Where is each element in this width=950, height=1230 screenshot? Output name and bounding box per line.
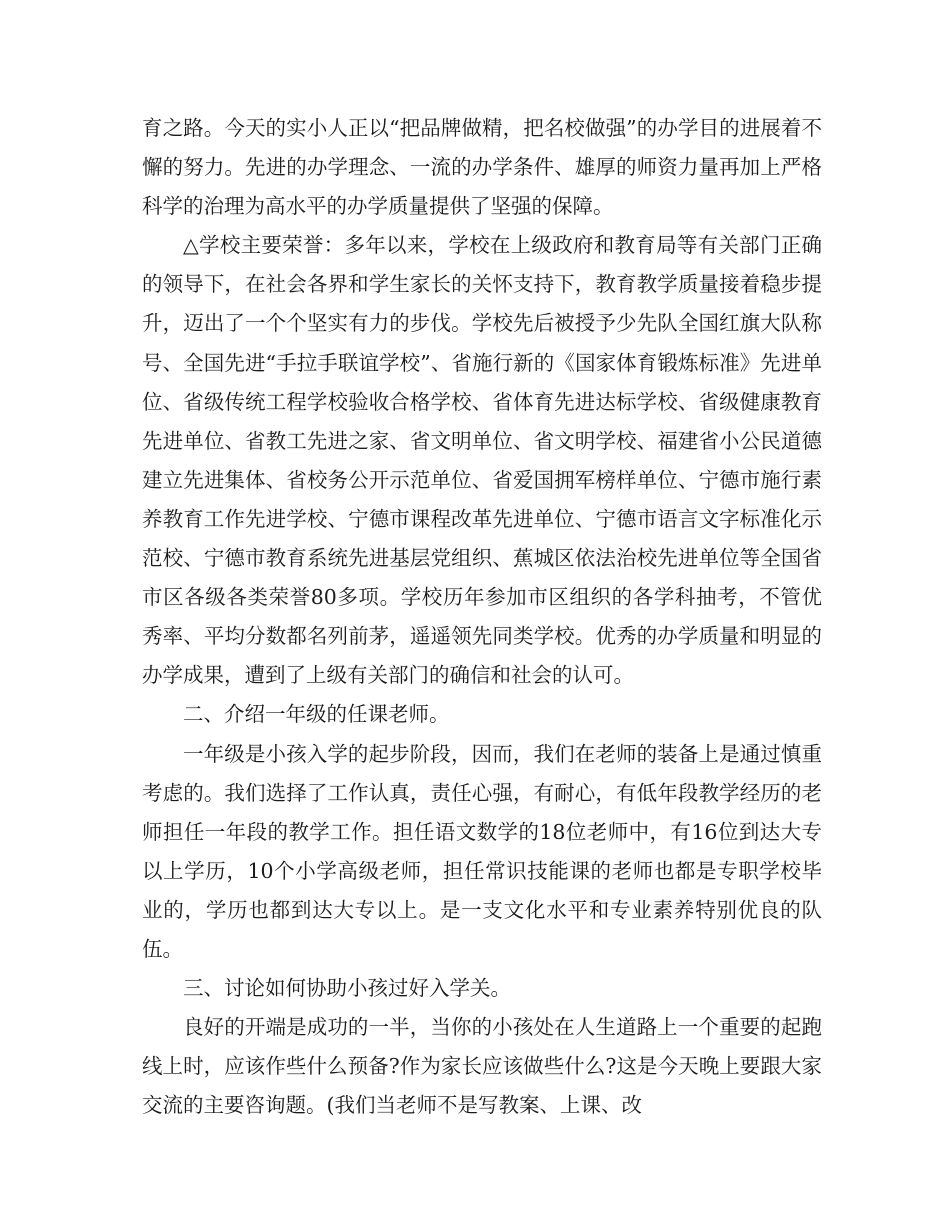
section-heading-teachers: 二、介绍一年级的任课老师。	[183, 702, 450, 727]
paragraph-teachers: 一年级是小孩入学的起步阶段，因而，我们在老师的装备上是通过慎重考虑的。我们选择了工作认真，责任心强，有耐心，有低年段教学经历的老师担任一年段的教学工作。担任语文数学的18位老师中，有16位到达大专以上学历，10个小学高级老师，担任常识技能课的老师也都是专职学校毕业的，学历也都到达大专以上。是一支文化水平和专业素养特别优良的队伍。	[142, 741, 822, 961]
paragraph-school-honors: △学校主要荣誉：多年以来，学校在上级政府和教育局等有关部门正确的领导下，在社会各界和学生家长的关怀支持下，教育教学质量接着稳步提升，迈出了一个个坚实有力的步伐。学校先后被授予少先队全国红旗大队称号、全国先进“手拉手联谊学校”、省施行新的《国家体育锻炼标准》先进单位、省级传统工程学校验收合格学校、省体育先进达标学校、省级健康教育先进单位、省教工先进之家、省文明单位、省文明学校、福建省小公民道德建立先进集体、省校务公开示范单位、省爱国拥军榜样单位、宁德市施行素养教育工作先进学校、宁德市课程改革先进单位、宁德市语言文字标准化示范校、宁德市教育系统先进基层党组织、蕉城区依法治校先进单位等全国省市区各级各类荣誉80多项。学校历年参加市区组织的各学科抽考，不管优秀率、平均分数都名列前茅，遥遥领先同类学校。优秀的办学质量和明显的办学成果，遭到了上级有关部门的确信和社会的认可。	[142, 233, 822, 688]
paragraph-intro-continuation: 育之路。今天的实小人正以“把品牌做精，把名校做强”的办学目的进展着不懈的努力。先进的办学理念、一流的办学条件、雄厚的师资力量再加上严格科学的治理为高水平的办学质量提供了坚强的保障。	[142, 116, 822, 219]
document-body	[142, 109, 822, 1125]
paragraph-good-start: 良好的开端是成功的一半，当你的小孩处在人生道路上一个重要的起跑线上时，应该作些什么预备?作为家长应该做些什么?这是今天晚上要跟大家交流的主要咨询题。(我们当老师不是写教案、上课、改	[142, 1015, 822, 1118]
section-heading-help-children: 三、讨论如何协助小孩过好入学关。	[183, 976, 511, 1001]
